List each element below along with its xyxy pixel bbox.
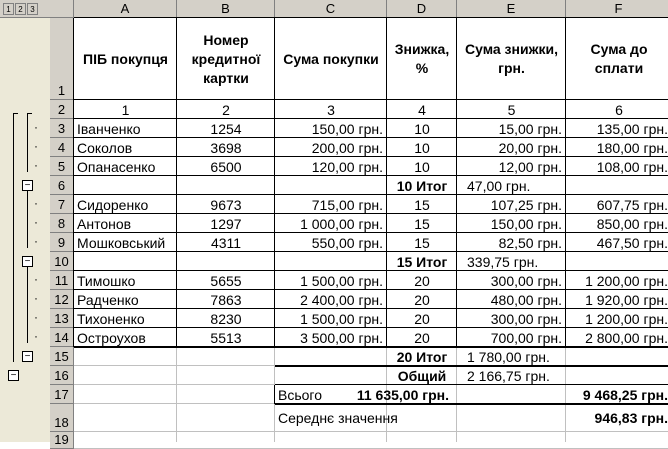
average-pay[interactable]: 946,83 грн.	[594, 410, 668, 426]
data-cell[interactable]: 715,00 грн.	[311, 196, 383, 213]
outline-level-button[interactable]: 1	[3, 3, 14, 15]
table-border	[74, 232, 668, 233]
data-cell[interactable]: 135,00 грн.	[596, 120, 668, 137]
column-number[interactable]: 1	[121, 101, 130, 118]
grand-total-label[interactable]: Общий	[397, 367, 447, 384]
data-cell[interactable]: 1 920,00 грн.	[585, 291, 668, 308]
collapse-group-button[interactable]: −	[8, 370, 19, 381]
outline-detail-dot: ·	[34, 310, 38, 324]
outline-level-button[interactable]: 3	[27, 3, 38, 15]
data-cell[interactable]: 1 200,00 грн.	[585, 310, 668, 327]
header-f[interactable]: Сума до сплати	[590, 41, 648, 76]
column-header-c[interactable]: C	[275, 0, 387, 18]
summary-border	[274, 385, 275, 404]
table-border	[274, 18, 275, 347]
row-header-5[interactable]: 5	[50, 157, 74, 176]
data-cell[interactable]: 3698	[210, 139, 242, 156]
data-cell[interactable]: 12,00 грн.	[498, 158, 562, 175]
table-border	[74, 156, 668, 157]
table-border	[74, 17, 668, 18]
customer-name[interactable]: Антонов	[77, 215, 132, 232]
column-number[interactable]: 6	[615, 101, 623, 118]
customer-name[interactable]: Опанасенко	[77, 158, 156, 175]
table-border	[74, 194, 668, 195]
subtotal-value[interactable]: 339,75 грн.	[467, 253, 539, 270]
data-cell[interactable]: 5513	[210, 329, 242, 346]
average-label[interactable]: Середнє значення	[278, 410, 398, 426]
subtotal-label[interactable]: 10 Итог	[396, 177, 448, 194]
data-cell[interactable]: 700,00 грн.	[490, 329, 562, 346]
data-cell[interactable]: 20	[414, 310, 430, 327]
summary-border	[275, 365, 668, 367]
summary-border	[275, 384, 668, 385]
outline-detail-dot: ·	[34, 139, 38, 153]
data-cell[interactable]: 2 400,00 грн.	[300, 291, 383, 308]
data-cell[interactable]: 10	[414, 158, 430, 175]
customer-name[interactable]: Тихоненко	[77, 310, 145, 327]
outline-level-button[interactable]: 2	[15, 3, 26, 15]
row-header-12[interactable]: 12	[50, 290, 74, 309]
header-e[interactable]: Сума знижки, грн.	[464, 41, 558, 76]
outline-bar-cap	[13, 113, 18, 114]
data-cell[interactable]: 20,00 грн.	[498, 139, 562, 156]
column-number[interactable]: 5	[507, 101, 516, 118]
data-cell[interactable]: 180,00 грн.	[596, 139, 668, 156]
summary-border	[275, 403, 668, 405]
data-cell[interactable]: 150,00 грн.	[311, 120, 383, 137]
data-cell[interactable]: 2 800,00 грн.	[585, 329, 668, 346]
table-border	[386, 18, 387, 347]
outline-detail-dot: ·	[34, 234, 38, 248]
outline-detail-dot: ·	[34, 215, 38, 229]
table-border	[74, 99, 668, 100]
table-border	[74, 327, 668, 328]
data-cell[interactable]: 20	[414, 291, 430, 308]
column-number[interactable]: 3	[327, 101, 335, 118]
row-header-18[interactable]: 18	[50, 404, 74, 432]
table-border	[74, 251, 668, 252]
data-cell[interactable]: 20	[414, 329, 430, 346]
data-cell[interactable]: 82,50 грн.	[498, 234, 562, 251]
data-cell[interactable]: 5655	[210, 272, 242, 289]
data-cell[interactable]: 300,00 грн.	[490, 310, 562, 327]
column-header-e[interactable]: E	[457, 0, 566, 18]
row-header-4[interactable]: 4	[50, 138, 74, 157]
data-cell[interactable]: 15,00 грн.	[498, 120, 562, 137]
customer-name[interactable]: Іванченко	[77, 120, 141, 137]
outline-detail-dot: ·	[34, 120, 38, 134]
row-header-6[interactable]: 6	[50, 176, 74, 195]
table-border	[176, 18, 177, 347]
data-cell[interactable]: 300,00 грн.	[490, 272, 562, 289]
table-border	[73, 18, 74, 347]
table-border	[74, 270, 668, 271]
subtotal-label[interactable]: 15 Итог	[396, 253, 448, 270]
outline-detail-dot: ·	[34, 196, 38, 210]
data-cell[interactable]: 850,00 грн.	[596, 215, 668, 232]
total-pay[interactable]: 9 468,25 грн.	[582, 386, 668, 403]
row-header-10[interactable]: 10	[50, 252, 74, 271]
customer-name[interactable]: Тимошко	[77, 272, 136, 289]
row-header-16[interactable]: 16	[50, 366, 74, 385]
subtotal-value[interactable]: 1 780,00 грн.	[467, 348, 550, 365]
header-b[interactable]: Номер кредитної картки	[191, 31, 261, 86]
customer-name[interactable]: Мошковський	[77, 234, 166, 251]
data-cell[interactable]: 3 500,00 грн.	[300, 329, 383, 346]
data-cell[interactable]: 15	[414, 234, 430, 251]
subtotal-label[interactable]: 20 Итог	[396, 348, 448, 365]
data-cell[interactable]: 1297	[210, 215, 242, 232]
header-a[interactable]: ПІБ покупця	[83, 50, 168, 67]
collapse-group-button[interactable]: −	[22, 351, 33, 362]
table-border	[74, 175, 668, 176]
table-border	[74, 289, 668, 290]
row-header-15[interactable]: 15	[50, 347, 74, 366]
grand-total-value[interactable]: 2 166,75 грн.	[467, 367, 550, 384]
row-header-7[interactable]: 7	[50, 195, 74, 214]
row-header-9[interactable]: 9	[50, 233, 74, 252]
data-cell[interactable]: 108,00 грн.	[596, 158, 668, 175]
header-c[interactable]: Сума покупки	[283, 50, 379, 67]
column-number[interactable]: 2	[222, 101, 230, 118]
data-cell[interactable]: 15	[414, 196, 430, 213]
collapse-group-button[interactable]: −	[22, 256, 33, 267]
table-border	[565, 18, 566, 347]
table-border	[74, 213, 668, 214]
subtotal-value[interactable]: 47,00 грн.	[467, 177, 531, 194]
column-number[interactable]: 4	[418, 101, 426, 118]
table-border	[74, 308, 668, 309]
row-header-19[interactable]: 19	[50, 432, 74, 449]
data-cell[interactable]: 200,00 грн.	[311, 139, 383, 156]
row-header-14[interactable]: 14	[50, 328, 74, 347]
total-purchase[interactable]: 11 635,00 грн.	[356, 386, 449, 403]
outline-bar-cap	[27, 113, 32, 114]
row-header-11[interactable]: 11	[50, 271, 74, 290]
data-cell[interactable]: 7863	[210, 291, 242, 308]
data-cell[interactable]: 4311	[210, 234, 242, 251]
data-cell[interactable]: 607,75 грн.	[596, 196, 668, 213]
data-cell[interactable]: 1 500,00 грн.	[300, 272, 383, 289]
outline-detail-dot: ·	[34, 272, 38, 286]
data-cell[interactable]: 467,50 грн.	[596, 234, 668, 251]
customer-name[interactable]: Остроухов	[77, 329, 146, 346]
customer-name[interactable]: Радченко	[77, 291, 139, 308]
total-label[interactable]: Всього	[278, 386, 323, 403]
table-border	[74, 118, 668, 119]
data-cell[interactable]: 9673	[210, 196, 242, 213]
outline-bar	[13, 113, 14, 362]
outline-detail-dot: ·	[34, 158, 38, 172]
data-cell[interactable]: 1 000,00 грн.	[300, 215, 383, 232]
row-header-3[interactable]: 3	[50, 119, 74, 138]
row-header-17[interactable]: 17	[50, 385, 74, 404]
table-border	[456, 18, 457, 347]
data-cell[interactable]: 10	[414, 120, 430, 137]
column-header-d[interactable]: D	[387, 0, 457, 18]
column-header-a[interactable]: A	[74, 0, 177, 18]
data-cell[interactable]: 150,00 грн.	[490, 215, 562, 232]
collapse-group-button[interactable]: −	[22, 180, 33, 191]
table-border	[74, 137, 668, 138]
column-header-f[interactable]: F	[566, 0, 668, 18]
outline-detail-dot: ·	[34, 291, 38, 305]
data-cell[interactable]: 20	[414, 272, 430, 289]
data-cell[interactable]: 107,25 грн.	[490, 196, 562, 213]
data-cell[interactable]: 10	[414, 139, 430, 156]
outline-bar	[27, 265, 28, 343]
data-cell[interactable]: 6500	[210, 158, 242, 175]
data-cell[interactable]: 1 500,00 грн.	[300, 310, 383, 327]
row-header-1[interactable]: 1	[50, 18, 74, 100]
row-header-2[interactable]: 2	[50, 100, 74, 119]
column-header-b[interactable]: B	[177, 0, 275, 18]
data-cell[interactable]: 1 200,00 грн.	[585, 272, 668, 289]
row-header-8[interactable]: 8	[50, 214, 74, 233]
data-cell[interactable]: 15	[414, 215, 430, 232]
data-cell[interactable]: 480,00 грн.	[490, 291, 562, 308]
outline-detail-dot: ·	[34, 329, 38, 343]
data-cell[interactable]: 550,00 грн.	[311, 234, 383, 251]
data-cell[interactable]: 120,00 грн.	[311, 158, 383, 175]
row-header-13[interactable]: 13	[50, 309, 74, 328]
outline-bar	[27, 189, 28, 248]
header-d[interactable]: Знижка, %	[394, 41, 450, 76]
outline-bar	[27, 113, 28, 172]
customer-name[interactable]: Соколов	[77, 139, 133, 156]
data-cell[interactable]: 8230	[210, 310, 242, 327]
data-cell[interactable]: 1254	[210, 120, 242, 137]
table-border	[74, 346, 668, 347]
customer-name[interactable]: Сидоренко	[77, 196, 149, 213]
